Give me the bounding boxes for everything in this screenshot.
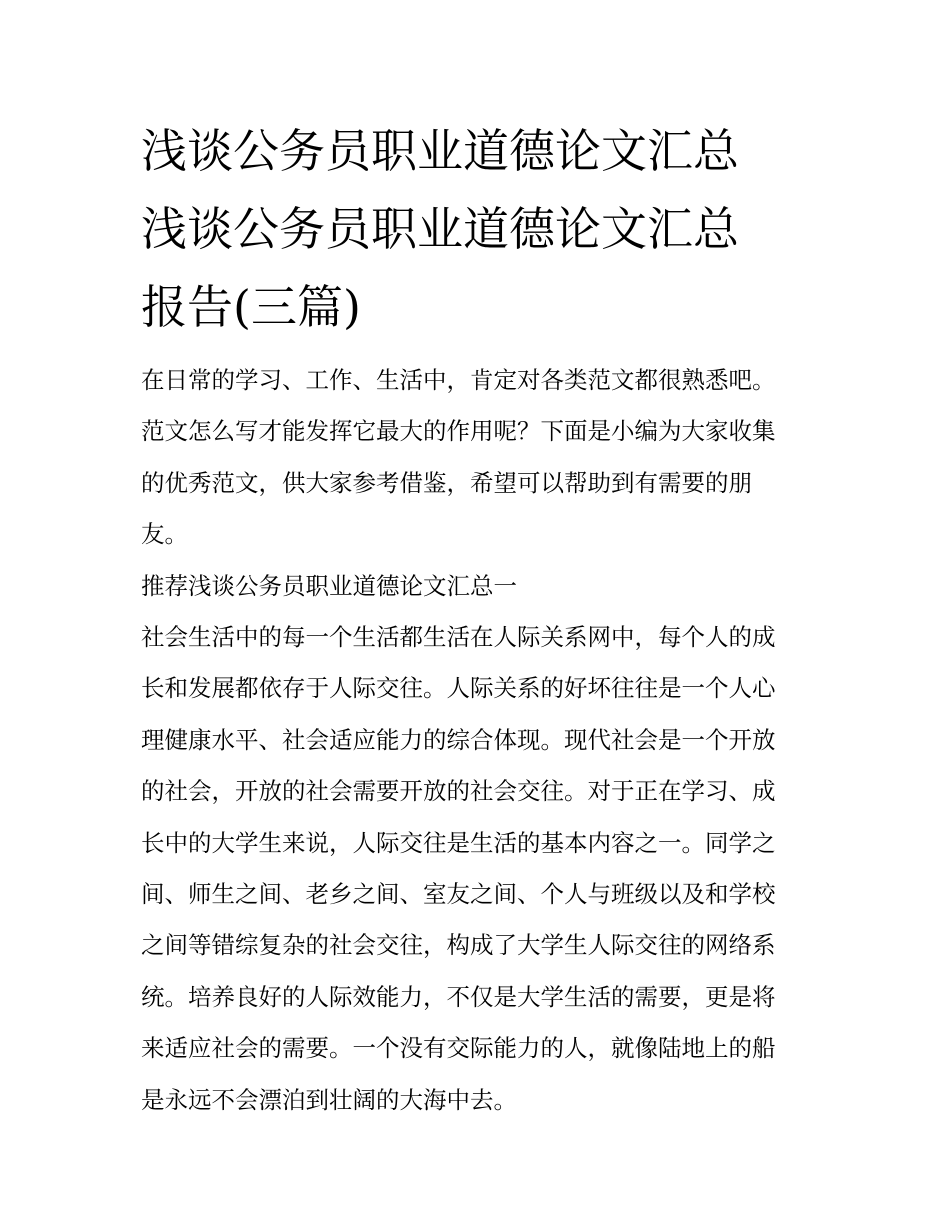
document-title: [141, 112, 831, 346]
body-line: 在日常的学习、工作、生活中，肯定对各类范文都很熟悉吧。: [141, 366, 776, 394]
title-line: 报告(三篇): [141, 280, 361, 334]
body-line: 来适应社会的需要。一个没有交际能力的人，就像陆地上的船: [141, 1034, 776, 1063]
body-line: 之间等错综复杂的社会交往，构成了大学生人际交往的网络系: [141, 931, 776, 960]
body-line: 社会生活中的每一个生活都生活在人际关系网中，每个人的成: [141, 623, 776, 652]
body-line: 长和发展都依存于人际交往。人际关系的好坏往往是一个人心: [141, 674, 776, 703]
body-line: 范文怎么写才能发挥它最大的作用呢？下面是小编为大家收集: [141, 417, 776, 446]
body-line: 的社会，开放的社会需要开放的社会交往。对于正在学习、成: [141, 777, 776, 806]
body-line: 的优秀范文，供大家参考借鉴，希望可以帮助到有需要的朋: [141, 468, 752, 497]
body-line: 是永远不会漂泊到壮阔的大海中去。: [141, 1085, 517, 1114]
body-line: 友。: [141, 520, 188, 549]
title-line: 浅谈公务员职业道德论文汇总: [141, 124, 739, 178]
document-body: [141, 355, 831, 1126]
title-line: 浅谈公务员职业道德论文汇总: [141, 202, 739, 256]
body-line: 统。培养良好的人际效能力，不仅是大学生活的需要，更是将: [141, 982, 776, 1011]
section-heading: 推荐浅谈公务员职业道德论文汇总一: [141, 571, 517, 600]
body-line: 理健康水平、社会适应能力的综合体现。现代社会是一个开放: [141, 725, 776, 754]
body-line: 间、师生之间、老乡之间、室友之间、个人与班级以及和学校: [141, 880, 776, 909]
body-line: 长中的大学生来说，人际交往是生活的基本内容之一。同学之: [141, 828, 776, 857]
